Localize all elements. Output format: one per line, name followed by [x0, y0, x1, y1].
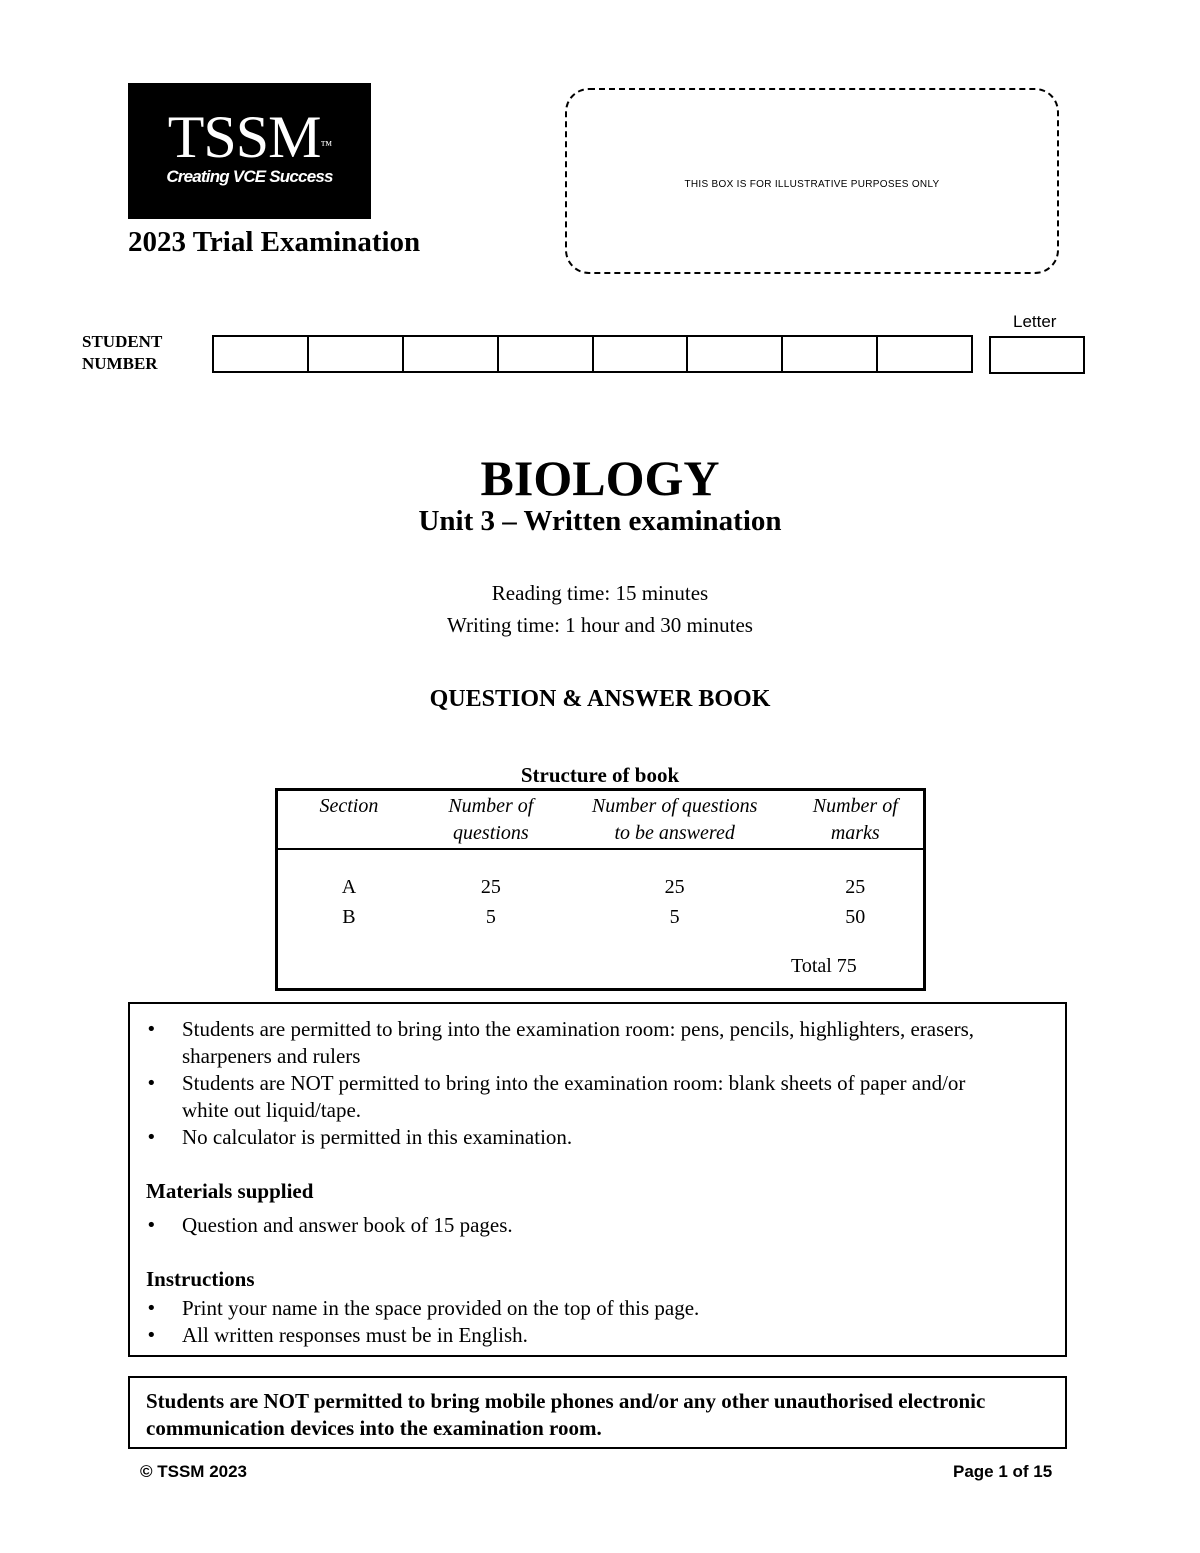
exam-title: 2023 Trial Examination: [128, 226, 421, 258]
warning-box: [128, 1376, 1067, 1449]
header-number-of-questions: Number of questions: [420, 791, 562, 849]
student-number-digit-box[interactable]: [594, 337, 689, 371]
permitted-list: [146, 1016, 1015, 1151]
illustrative-box: [565, 88, 1059, 274]
structure-header-row: [278, 791, 923, 849]
letter-box[interactable]: [989, 336, 1085, 374]
student-number-label-line2: NUMBER: [82, 354, 158, 373]
cell-questions: 25: [480, 876, 501, 898]
student-number-digit-box[interactable]: [499, 337, 594, 371]
materials-list: [146, 1212, 1015, 1239]
cell-section: B: [342, 906, 356, 928]
materials-heading: Materials supplied: [146, 1179, 314, 1203]
student-number-digit-box[interactable]: [783, 337, 878, 371]
instructions-heading: Instructions: [146, 1267, 255, 1291]
header-number-of-marks: Number of marks: [788, 791, 923, 849]
tssm-logo: [128, 83, 371, 219]
student-number-digit-box[interactable]: [309, 337, 404, 371]
list-item: • Students are permitted to bring into the examination room: pens, pencils, highlighters, erasers, sharpeners and rulers: [146, 1016, 1015, 1070]
list-item: • Students are NOT permitted to bring into the examination room: blank sheets of paper and/or white out liquid/tape.: [146, 1070, 1015, 1124]
logo-tagline: Creating VCE Success: [166, 167, 333, 186]
total-marks: Total 75: [791, 955, 857, 977]
student-number-digit-box[interactable]: [214, 337, 309, 371]
cell-marks: 50: [845, 906, 866, 928]
logo-trademark: ™: [320, 138, 332, 152]
subject-title: BIOLOGY: [480, 450, 720, 506]
logo-name: TSSM: [167, 104, 321, 170]
unit-title: Unit 3 – Written examination: [418, 505, 782, 537]
letter-label: Letter: [1013, 312, 1057, 331]
list-item: • No calculator is permitted in this examination.: [146, 1124, 1015, 1151]
footer-copyright: © TSSM 2023: [140, 1462, 248, 1481]
structure-table-box: [275, 788, 926, 991]
cell-section: A: [341, 876, 357, 898]
footer-page-number: Page 1 of 15: [953, 1462, 1053, 1481]
reading-time: Reading time: 15 minutes: [491, 581, 709, 605]
list-item: • Question and answer book of 15 pages.: [146, 1212, 1015, 1239]
list-item: • All written responses must be in English.: [146, 1322, 1015, 1349]
student-number-label-line1: STUDENT: [82, 332, 163, 351]
cell-marks: 25: [845, 876, 866, 898]
table-row: [278, 902, 923, 932]
student-number-digit-box[interactable]: [878, 337, 971, 371]
list-item: • Print your name in the space provided on the top of this page.: [146, 1295, 1015, 1322]
warning-text: Students are NOT permitted to bring mobile phones and/or any other unauthorised electronic communication devices into the examination room.: [146, 1389, 986, 1440]
student-number-boxes: [212, 335, 973, 373]
cell-answered: 5: [669, 906, 680, 928]
instructions-list: [146, 1295, 1015, 1349]
cell-questions: 5: [485, 906, 496, 928]
illustrative-box-text: THIS BOX IS FOR ILLUSTRATIVE PURPOSES ONLY: [684, 179, 940, 190]
student-number-digit-box[interactable]: [688, 337, 783, 371]
cell-answered: 25: [664, 876, 685, 898]
rules-box: [128, 1002, 1067, 1357]
header-questions-to-answer: Number of questions to be answered: [562, 791, 788, 849]
student-number-digit-box[interactable]: [404, 337, 499, 371]
structure-table: [278, 791, 923, 932]
structure-title: Structure of book: [520, 763, 680, 787]
book-title: QUESTION & ANSWER BOOK: [429, 686, 771, 712]
student-number-label: [82, 331, 162, 375]
table-row: [278, 849, 923, 902]
header-section: Section: [278, 791, 420, 849]
writing-time: Writing time: 1 hour and 30 minutes: [447, 613, 753, 637]
